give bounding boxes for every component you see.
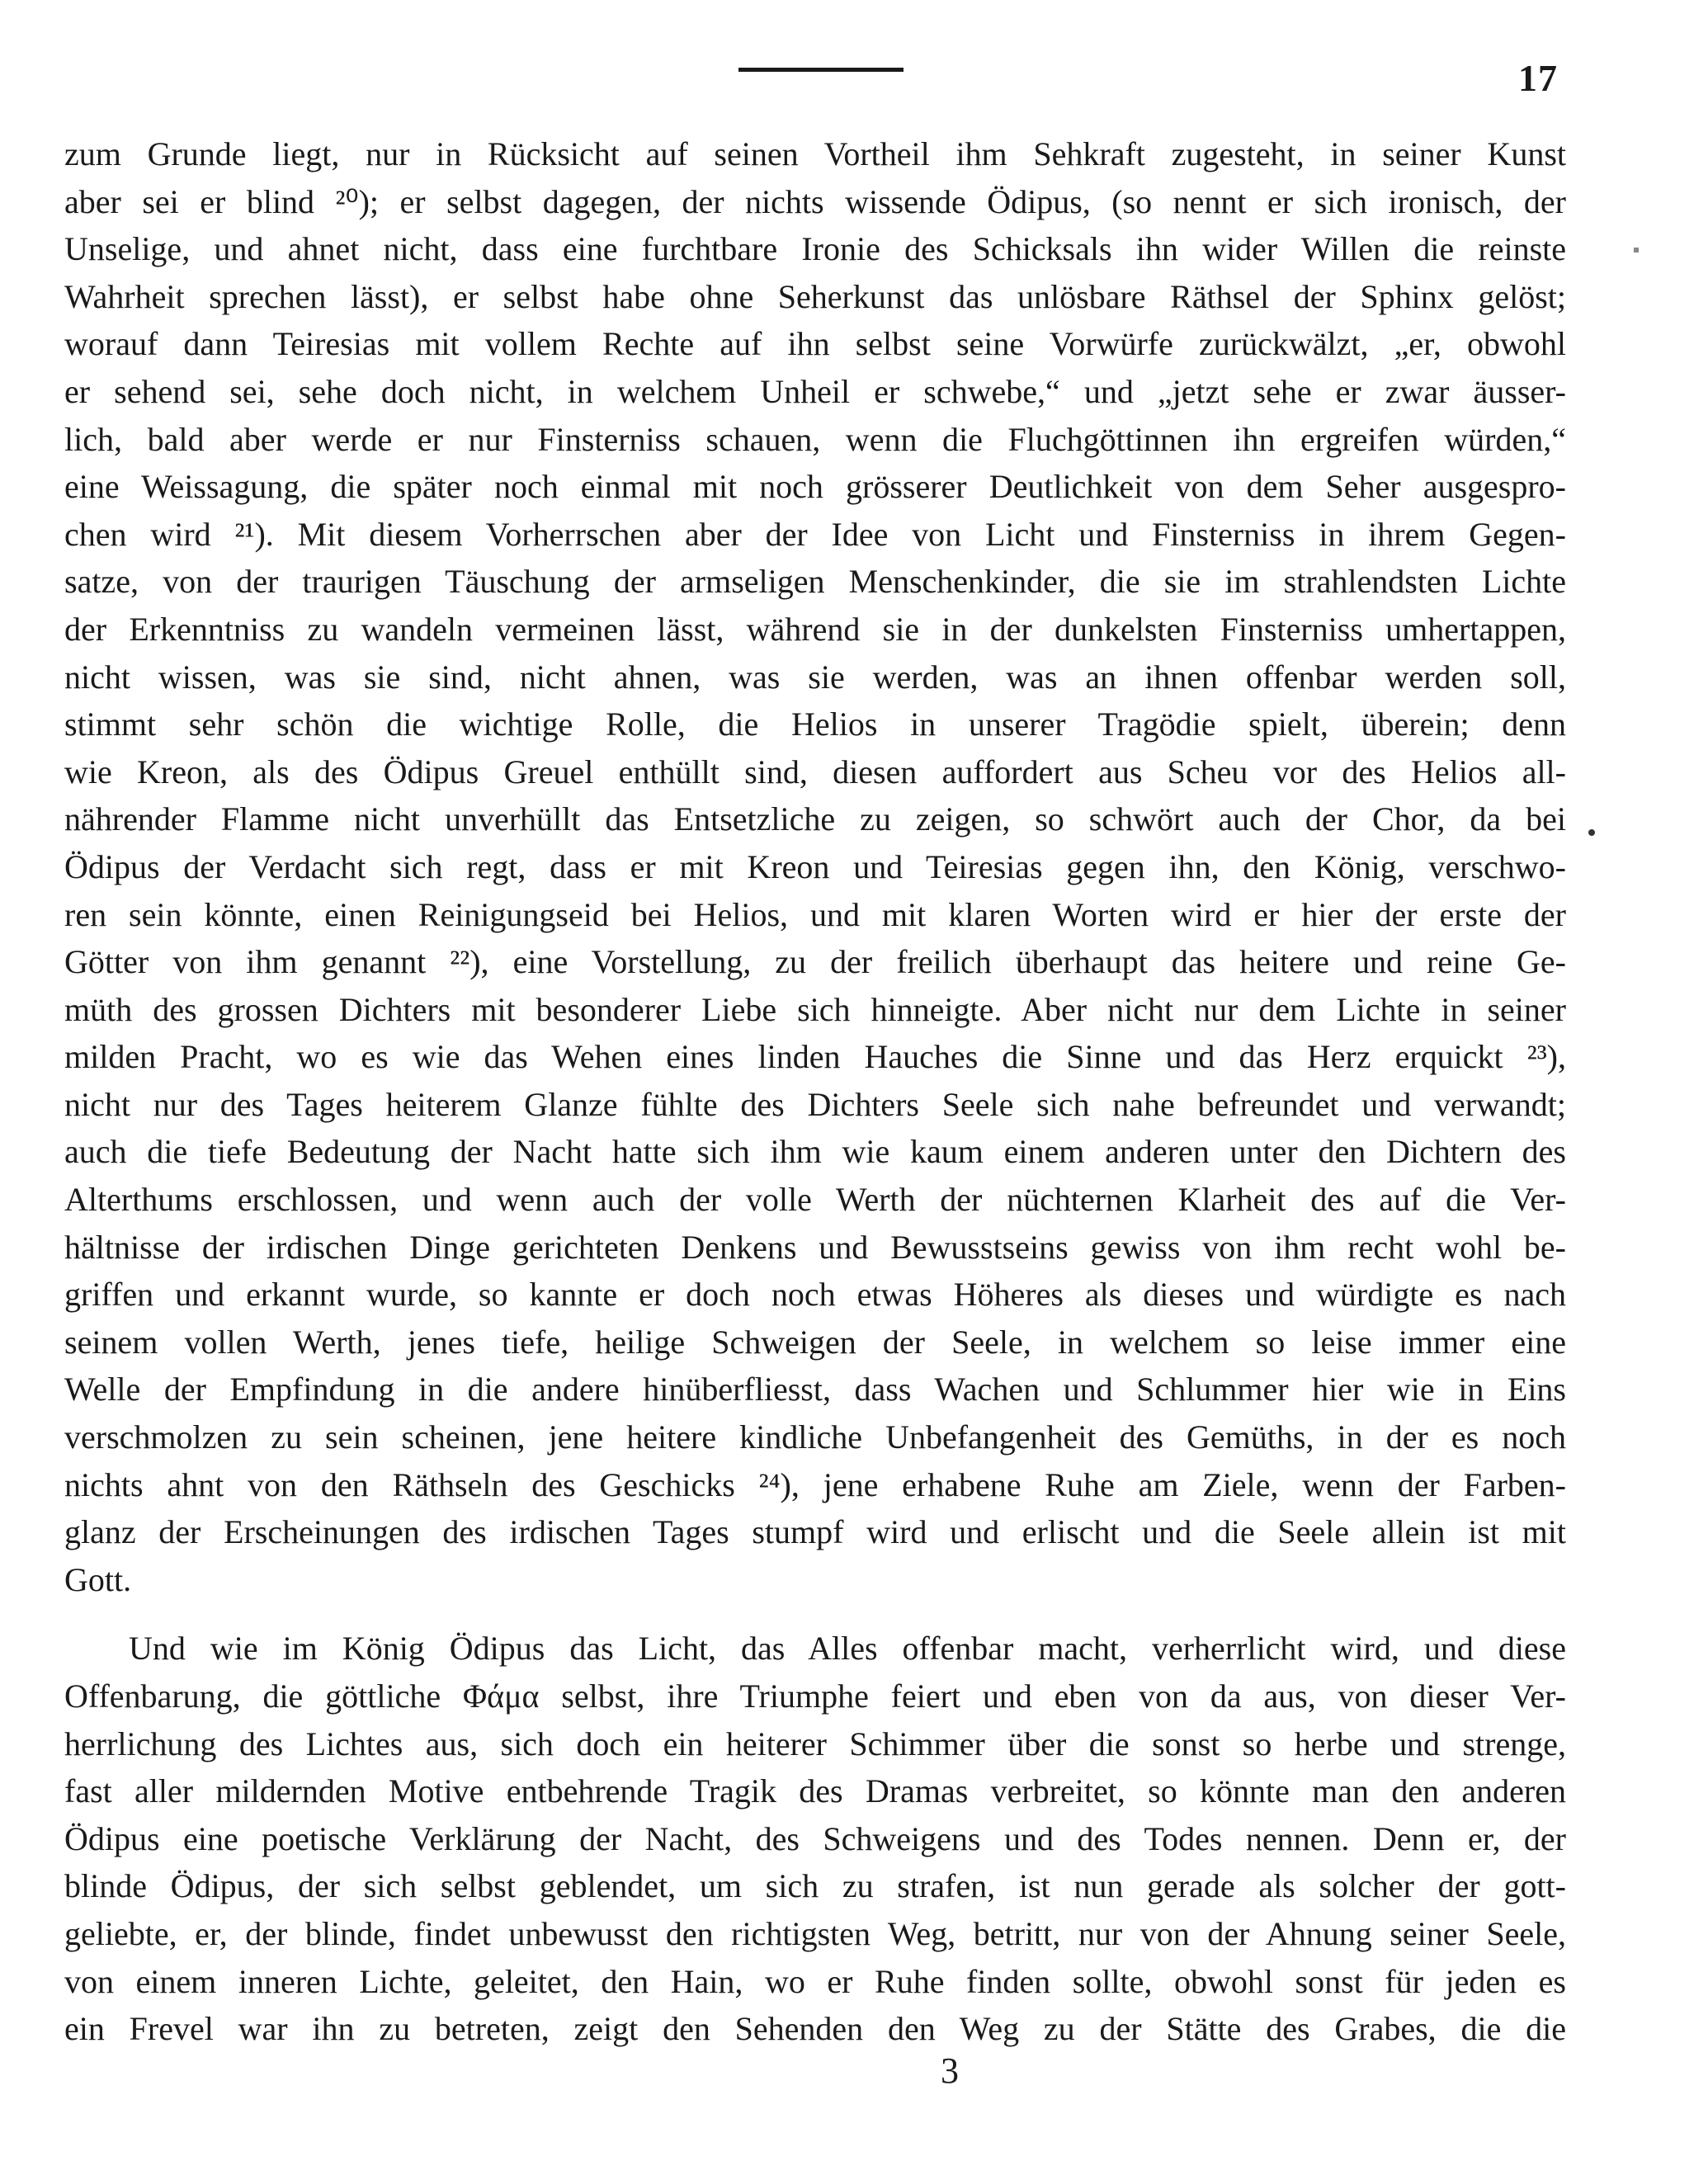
header-rule: [738, 68, 904, 72]
text-line: lich, bald aber werde er nur Finsterniss schauen, wenn die Fluchgöttinnen ihn ergreifen würden,“: [64, 420, 1566, 458]
text-line: blinde Ödipus, der sich selbst geblendet, um sich zu strafen, ist nun gerade als solcher der gott-: [64, 1867, 1566, 1905]
text-line: Unselige, und ahnet nicht, dass eine furchtbare Ironie des Schicksals ihn wider Willen die reinste: [64, 230, 1566, 268]
text-line: nährender Flamme nicht unverhüllt das Entsetzliche zu zeigen, so schwört auch der Chor, da bei: [64, 800, 1566, 838]
text-line: wie Kreon, als des Ödipus Greuel enthüllt sind, diesen auffordert aus Scheu vor des Helios all-: [64, 753, 1566, 790]
text-line: worauf dann Teiresias mit vollem Rechte auf ihn selbst seine Vorwürfe zurückwälzt, „er, obwohl: [64, 325, 1566, 363]
text-line: hältnisse der irdischen Dinge gerichteten Denkens und Bewusstseins gewiss von ihm recht wohl be-: [64, 1228, 1566, 1266]
text-line: verschmolzen zu sein scheinen, jene heitere kindliche Unbefangenheit des Gemüths, in der es noch: [64, 1418, 1566, 1456]
main-text: [64, 130, 1566, 2053]
text-line: Ödipus eine poetische Verklärung der Nacht, des Schweigens und des Todes nennen. Denn er, der: [64, 1819, 1566, 1857]
text-line: satze, von der traurigen Täuschung der armseligen Menschenkinder, die sie im strahlendsten Lichte: [64, 563, 1566, 601]
text-line: ein Frevel war ihn zu betreten, zeigt den Sehenden den Weg zu der Stätte des Grabes, die die: [64, 2010, 1566, 2048]
text-line: ren sein könnte, einen Reinigungseid bei Helios, und mit klaren Worten wird er hier der erste der: [64, 895, 1566, 933]
text-line: er sehend sei, sehe doch nicht, in welchem Unheil er schwebe,“ und „jetzt sehe er zwar äusser-: [64, 372, 1566, 410]
paragraph-2: [64, 1625, 1566, 2052]
text-line: auch die tiefe Bedeutung der Nacht hatte sich ihm wie kaum einem anderen unter den Dichtern des: [64, 1133, 1566, 1171]
text-line: geliebte, er, der blinde, findet unbewusst den richtigsten Weg, betritt, nur von der Ahnung seiner Seele,: [64, 1914, 1566, 1952]
text-line: Offenbarung, die göttliche Φάμα selbst, ihre Triumphe feiert und eben von da aus, von dieser Ver-: [64, 1677, 1566, 1715]
text-line: eine Weissagung, die später noch einmal mit noch grösserer Deutlichkeit von dem Seher ausgespro-: [64, 468, 1566, 506]
text-line: nicht nur des Tages heiterem Glanze fühlte des Dichters Seele sich nahe befreundet und verwandt;: [64, 1085, 1566, 1123]
text-line: nichts ahnt von den Räthseln des Geschicks ²⁴), jene erhabene Ruhe am Ziele, wenn der Farben-: [64, 1465, 1566, 1503]
text-line: müth des grossen Dichters mit besonderer Liebe sich hinneigte. Aber nicht nur dem Lichte in seiner: [64, 990, 1566, 1028]
paragraph-1: [64, 130, 1566, 1603]
text-line: nicht wissen, was sie sind, nicht ahnen, was sie werden, was an ihnen offenbar werden soll,: [64, 658, 1566, 696]
text-line: stimmt sehr schön die wichtige Rolle, die Helios in unserer Tragödie spielt, überein; denn: [64, 705, 1566, 743]
text-line: herrlichung des Lichtes aus, sich doch ein heiterer Schimmer über die sonst so herbe und strenge,: [64, 1725, 1566, 1762]
text-line: Wahrheit sprechen lässt), er selbst habe ohne Seherkunst das unlösbare Räthsel der Sphinx gelöst;: [64, 277, 1566, 315]
scan-speck: [1588, 829, 1595, 836]
text-line: Welle der Empfindung in die andere hinüberfliesst, dass Wachen und Schlummer hier wie in Eins: [64, 1371, 1566, 1408]
text-line: Alterthums erschlossen, und wenn auch der volle Werth der nüchternen Klarheit des auf die Ver-: [64, 1181, 1566, 1219]
text-line: glanz der Erscheinungen des irdischen Tages stumpf wird und erlischt und die Seele allein ist mit: [64, 1513, 1566, 1551]
text-line: fast aller mildernden Motive entbehrende Tragik des Dramas verbreitet, so könnte man den anderen: [64, 1772, 1566, 1810]
text-line: griffen und erkannt wurde, so kannte er doch noch etwas Höheres als dieses und würdigte es nach: [64, 1276, 1566, 1314]
text-line: Ödipus der Verdacht sich regt, dass er mit Kreon und Teiresias gegen ihn, den König, verschwo-: [64, 847, 1566, 885]
text-line: seinem vollen Werth, jenes tiefe, heilige Schweigen der Seele, in welchem so leise immer eine: [64, 1323, 1566, 1361]
text-line: von einem inneren Lichte, geleitet, den Hain, wo er Ruhe finden sollte, obwohl sonst für jeden es: [64, 1962, 1566, 2000]
page-number: 17: [1518, 57, 1558, 99]
text-line: zum Grunde liegt, nur in Rücksicht auf seinen Vortheil ihm Sehkraft zugesteht, in seiner Kunst: [64, 135, 1566, 172]
signature-mark: 3: [941, 2050, 959, 2091]
paragraph-gap: [64, 1603, 1566, 1625]
text-line: milden Pracht, wo es wie das Wehen eines linden Hauches die Sinne und das Herz erquickt ²³),: [64, 1038, 1566, 1076]
text-line: chen wird ²¹). Mit diesem Vorherrschen aber der Idee von Licht und Finsterniss in ihrem Gegen-: [64, 515, 1566, 553]
text-line: Und wie im König Ödipus das Licht, das Alles offenbar macht, verherrlicht wird, und diese: [129, 1630, 1566, 1668]
text-line: der Erkenntniss zu wandeln vermeinen lässt, während sie in der dunkelsten Finsterniss umhertappen,: [64, 610, 1566, 648]
text-line: Gott.: [64, 1560, 132, 1598]
scan-speck: [1634, 248, 1639, 252]
text-line: Götter von ihm genannt ²²), eine Vorstellung, zu der freilich überhaupt das heitere und reine Ge-: [64, 943, 1566, 981]
text-line: aber sei er blind ²⁰); er selbst dagegen, der nichts wissende Ödipus, (so nennt er sich ironisch, der: [64, 182, 1566, 220]
